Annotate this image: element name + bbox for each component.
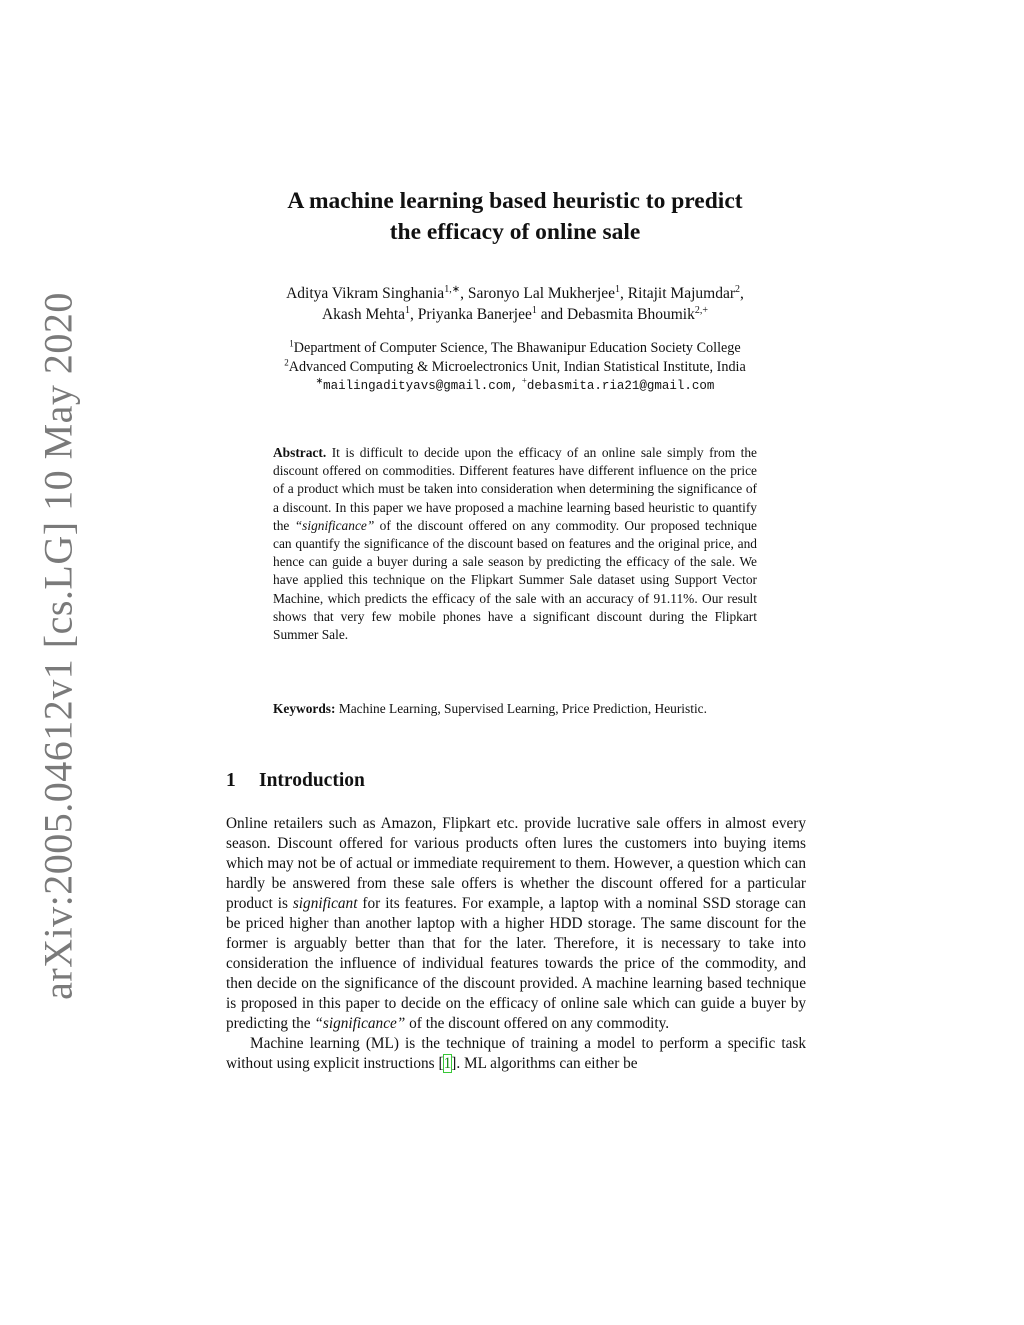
section-body (226, 814, 806, 1074)
email-address-2: debasmita.ria21@gmail.com (526, 379, 715, 393)
abstract-emphasis: “significance” (294, 517, 375, 533)
keywords-label: Keywords: (273, 701, 336, 716)
author-sep: and (536, 306, 567, 323)
affiliations (200, 339, 830, 396)
abstract-label: Abstract. (273, 445, 327, 460)
author-name: Akash Mehta (321, 306, 406, 323)
author-name: Priyanka Banerjee (417, 306, 532, 323)
abstract-text: It is difficult to decide upon the efficacy of an online sale simply from the discount offered on commodities. Different features have different influence on the price of a product which must be taken into consideration when determining the significance of a discount. In this paper we have proposed a machine learning based heuristic to quantify the (273, 445, 757, 533)
paragraph (226, 814, 806, 1034)
title-line-1: A machine learning based heuristic to predict (287, 188, 743, 214)
abstract (273, 444, 757, 644)
email-address-1: mailingadityavs@gmail.com, (323, 379, 519, 393)
author-affil-sup: 1 (531, 304, 537, 316)
author-name: Saronyo Lal Mukherjee (467, 285, 616, 302)
affiliation-text: Department of Computer Science, The Bhawanipur Education Society College (293, 340, 741, 356)
citation-bracket: [ (438, 1055, 444, 1072)
author-affil-sup: 2 (735, 283, 740, 295)
author-affil-sup: 1,∗ (444, 283, 461, 295)
affiliation-1 (200, 339, 830, 358)
author-affil-sup: 1 (405, 304, 411, 316)
paragraph-text: Machine learning (ML) is the technique of training a model to perform a specific task without using explicit instructions (226, 1035, 806, 1072)
author-name: Debasmita Bhoumik (567, 306, 695, 323)
keywords-text: Machine Learning, Supervised Learning, Price Prediction, Heuristic. (335, 701, 707, 716)
author-name: Aditya Vikram Singhania (286, 285, 445, 302)
email-sup: ∗ (315, 375, 324, 386)
paragraph-text: of the discount offered on any commodity. (405, 1015, 670, 1032)
affiliation-sup: 2 (284, 356, 289, 367)
paragraph-text: for its features. For example, a laptop with a nominal SSD storage can be priced higher than another laptop with a higher HDD storage. The same discount for the former is arguably better than that for the later. Therefore, it is necessary to take into consideration the influence of individual features towards the price of the commodity, and then decide on the significance of the discount provided. A machine learning based technique is proposed in this paper to decide on the efficacy of online sale which can guide a buyer by predicting the (226, 895, 806, 1032)
keywords (273, 700, 757, 718)
affiliation-text: Advanced Computing & Microelectronics Unit, Indian Statistical Institute, India (288, 358, 746, 375)
affiliation-2 (200, 358, 830, 377)
email-sup: + (521, 375, 527, 386)
citation-bracket: ] (451, 1055, 457, 1072)
author-name: Ritajit Majumdar (627, 285, 735, 302)
author-sep: , (740, 285, 744, 302)
author-list (200, 283, 830, 325)
title-line-2: the efficacy of online sale (389, 219, 641, 245)
contact-emails (200, 376, 830, 396)
paragraph (226, 1034, 806, 1074)
paragraph-emphasis: significant (292, 895, 358, 912)
author-sep: , (460, 285, 468, 302)
section-heading (226, 770, 365, 792)
paper-title (200, 186, 830, 248)
affiliation-sup: 1 (289, 338, 294, 349)
paragraph-emphasis: “significance” (314, 1015, 406, 1032)
author-sep: , (620, 285, 628, 302)
section-number: 1 (226, 770, 236, 791)
paragraph-text: Online retailers such as Amazon, Flipkart etc. provide lucrative sale offers in almost every season. Discount offered for various products often lures the customers into buying items which may not be of actual or immediate requirement to them. However, a question which can hardly be answered from these sale offers is whether the discount offered for a particular product is (226, 815, 806, 912)
paragraph-text: . ML algorithms can either be (456, 1055, 638, 1072)
section-title: Introduction (259, 770, 365, 791)
abstract-text: of the discount offered on any commodity. Our proposed technique can quantify the significance of the discount based on features and the original price, and hence can guide a buyer during a sale season by predicting the efficacy of the sale. We have applied this technique on the Flipkart Summer Sale dataset using Support Vector Machine, which predicts the efficacy of the sale with an accuracy of 91.11%. Our result shows that very few mobile phones have a significant discount during the Flipkart Summer Sale. (273, 517, 757, 643)
author-affil-sup: 2,+ (694, 304, 709, 316)
citation-link[interactable]: 1 (443, 1055, 452, 1072)
arxiv-identifier-stamp: arXiv:2005.04612v1 [cs.LG] 10 May 2020 (35, 292, 81, 1000)
author-sep: , (410, 306, 418, 323)
author-affil-sup: 1 (615, 283, 621, 295)
author-line-1 (200, 283, 830, 304)
author-line-2 (200, 304, 830, 325)
